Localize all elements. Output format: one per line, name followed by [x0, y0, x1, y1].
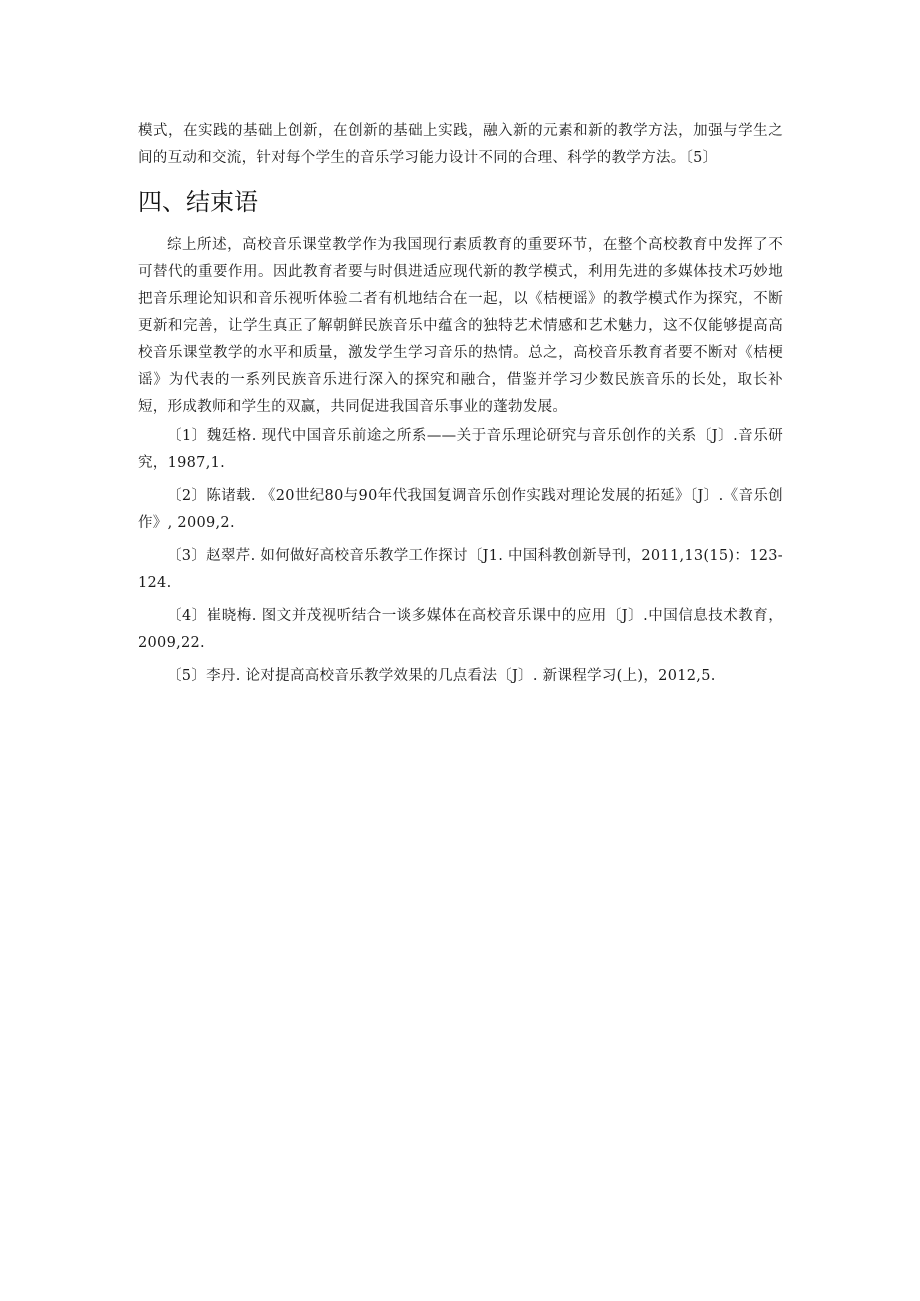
reference-item-2: 〔2〕陈诸载. 《20世纪80与90年代我国复调音乐创作实践对理论发展的拓延》〔J〕.《音乐创作》, 2009,2.	[138, 488, 783, 531]
reference-list	[138, 423, 783, 690]
reference-item-4: 〔4〕崔晓梅. 图文并茂视听结合一谈多媒体在高校音乐课中的应用〔J〕.中国信息技术教育，2009,22.	[138, 608, 783, 651]
reference-item-1: 〔1〕魏廷格. 现代中国音乐前途之所系——关于音乐理论研究与音乐创作的关系〔J〕.音乐研究，1987,1.	[138, 428, 783, 471]
intro-paragraph: 模式，在实践的基础上创新，在创新的基础上实践，融入新的元素和新的教学方法，加强与学生之间的互动和交流，针对每个学生的音乐学习能力设计不同的合理、科学的教学方法。〔5〕	[138, 123, 783, 166]
section-heading: 四、结束语	[138, 188, 258, 216]
reference-item-5: 〔5〕李丹. 论对提高高校音乐教学效果的几点看法〔J〕. 新课程学习(上)，2012,5.	[167, 668, 716, 684]
conclusion-paragraph: 综上所述，高校音乐课堂教学作为我国现行素质教育的重要环节，在整个高校教育中发挥了不可替代的重要作用。因此教育者要与时俱进适应现代新的教学模式，利用先进的多媒体技术巧妙地把音乐理论知识和音乐视听体验二者有机地结合在一起，以《桔梗谣》的教学模式作为探究，不断更新和完善，让学生真正了解朝鲜民族音乐中蕴含的独特艺术情感和艺术魅力，这不仅能够提高高校音乐课堂教学的水平和质量，激发学生学习音乐的热情。总之，高校音乐教育者要不断对《桔梗谣》为代表的一系列民族音乐进行深入的探究和融合，借鉴并学习少数民族音乐的长处，取长补短，形成教师和学生的双赢，共同促进我国音乐事业的蓬勃发展。	[138, 237, 783, 415]
document-page	[138, 118, 783, 696]
reference-item-3: 〔3〕赵翠芹. 如何做好高校音乐教学工作探讨〔J1. 中国科教创新导刊，2011,13(15)：123-124.	[138, 548, 783, 591]
